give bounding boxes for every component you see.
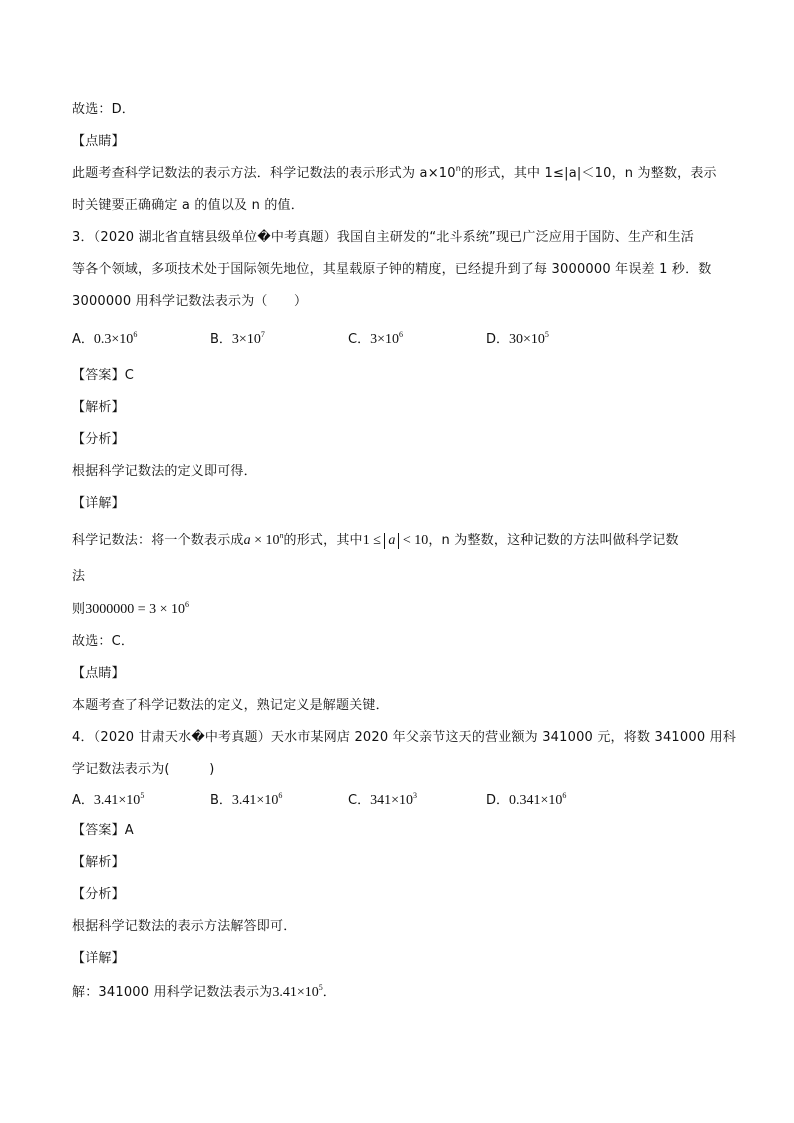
prev-comment-line-1 <box>72 164 717 184</box>
q3-result <box>72 600 189 620</box>
q4-option-a-letter: A． <box>72 793 94 808</box>
q4-analysis-label: 【解析】 <box>72 855 125 870</box>
q3-comment-text: 本题考查了科学记数法的定义，熟记定义是解题关键． <box>72 698 389 713</box>
q3-option-b-letter: B． <box>210 332 232 347</box>
q4-option-d-letter: D． <box>486 793 510 808</box>
q4-answer: 【答案】A <box>72 823 134 838</box>
q4-detail-label: 【详解】 <box>72 951 125 966</box>
q3-option-d <box>486 330 549 350</box>
prev-answer-choice: 故选：D． <box>72 102 136 117</box>
q3-option-a <box>72 330 137 350</box>
q4-solution <box>72 983 336 1003</box>
q3-analyze-text: 根据科学记数法的定义即可得． <box>72 464 257 479</box>
q3-detail-line-1 <box>72 531 679 551</box>
q4-stem-line-2: 学记数法表示为( ) <box>72 762 215 777</box>
q3-stem-line-1: 3．（2020 湖北省直辖县级单位�中考真题）我国自主研发的“北斗系统”现已广泛应用于国防、生产和生活 <box>72 230 694 245</box>
q3-result-math: $3000000 = 3 \times 10^6$ <box>85 600 189 617</box>
q3-option-b <box>210 330 265 350</box>
q4-solution-math: $3.41\times 10^5$ <box>272 983 323 1000</box>
q4-option-c <box>348 791 417 811</box>
q3-option-c-letter: C． <box>348 332 371 347</box>
q4-analyze-text: 根据科学记数法的表示方法解答即可． <box>72 919 297 934</box>
q3-option-a-math: $0.3\times 10^6$ <box>93 330 138 347</box>
q3-detail-text-b: 的形式，其中 <box>283 533 363 548</box>
q4-solution-end: ． <box>322 985 336 1000</box>
q4-stem-line-1: 4．（2020 甘肃天水�中考真题）天水市某网店 2020 年父亲节这天的营业额为 341000 元，将数 341000 用科 <box>72 730 737 745</box>
q3-detail-text-a: 科学记数法：将一个数表示成 <box>72 533 244 548</box>
prev-comment-label: 【点睛】 <box>72 134 125 149</box>
q3-option-c-math: $3\times 10^6$ <box>370 330 403 347</box>
q4-option-a <box>72 791 144 811</box>
q4-option-d <box>486 791 566 811</box>
q3-comment-label: 【点睛】 <box>72 666 125 681</box>
q3-detail-expression: $a \times 10^n$ <box>243 531 284 548</box>
q4-option-d-math: $0.341\times 10^6$ <box>509 791 567 808</box>
prev-comment-text-a: 此题考查科学记数法的表示方法．科学记数法的表示形式为 a×10 <box>72 166 456 181</box>
q3-option-d-math: $30\times 10^5$ <box>509 330 549 347</box>
prev-comment-text-b: 的形式，其中 1≤|a|＜10，n 为整数，表示 <box>461 166 717 181</box>
q4-analyze-label: 【分析】 <box>72 887 125 902</box>
q4-solution-text: 解：341000 用科学记数法表示为 <box>72 985 273 1000</box>
q3-stem-line-3: 3000000 用科学记数法表示为（ ） <box>72 294 308 309</box>
q4-option-b-letter: B． <box>210 793 232 808</box>
q4-option-b-math: $3.41\times 10^6$ <box>231 791 283 808</box>
q3-detail-inequality: 1 ≤ a < 10 <box>362 533 429 548</box>
q4-option-b <box>210 791 282 811</box>
q3-analysis-label: 【解析】 <box>72 400 125 415</box>
q3-detail-line-2: 法 <box>72 569 86 584</box>
q3-answer: 【答案】C <box>72 368 135 383</box>
q3-option-d-letter: D． <box>486 332 510 347</box>
q3-stem-line-2: 等各个领域，多项技术处于国际领先地位，其星载原子钟的精度，已经提升到了每 3000000 年误差 1 秒．数 <box>72 262 712 277</box>
q4-option-c-letter: C． <box>348 793 371 808</box>
q3-option-c <box>348 330 403 350</box>
q3-detail-text-c: ，n 为整数，这种记数的方法叫做科学记数 <box>428 533 679 548</box>
prev-comment-line-2: 时关键要正确确定 a 的值以及 n 的值． <box>72 198 304 213</box>
q3-detail-label: 【详解】 <box>72 496 125 511</box>
q3-analyze-label: 【分析】 <box>72 432 125 447</box>
q4-option-a-math: $3.41\times 10^5$ <box>93 791 145 808</box>
prev-comment-sup: n <box>455 164 462 173</box>
q3-result-prefix: 则 <box>72 602 86 617</box>
q3-choice: 故选：C． <box>72 634 135 649</box>
q3-option-b-math: $3\times 10^7$ <box>231 330 265 347</box>
q3-option-a-letter: A． <box>72 332 94 347</box>
q4-option-c-math: $341\times 10^3$ <box>370 791 417 808</box>
